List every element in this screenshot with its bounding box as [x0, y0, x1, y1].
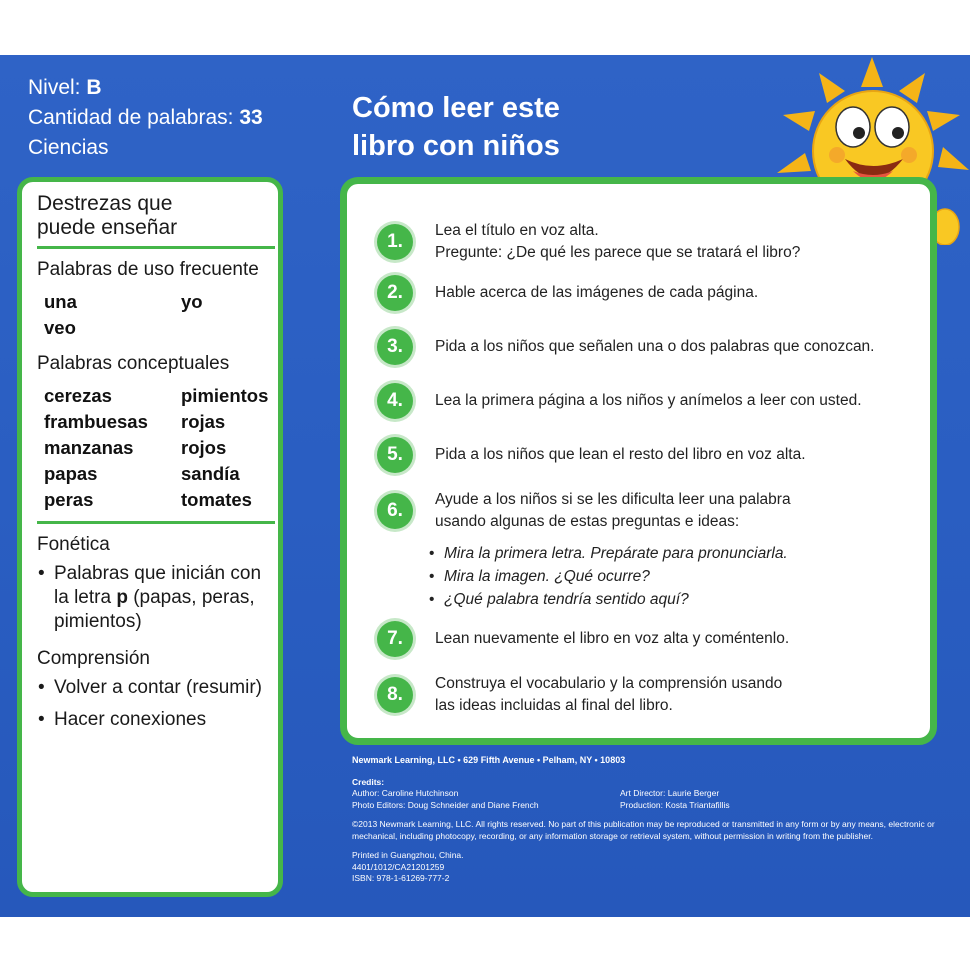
credits-heading: Credits: [352, 776, 385, 787]
idea-item: • Mira la primera letra. Prepárate para pronunciarla. [429, 542, 788, 565]
ideas-list [429, 542, 788, 611]
isbn: ISBN: 978-1-61269-777-2 [352, 873, 450, 883]
title-line-2: libro con niños [352, 130, 560, 162]
publisher-address: Newmark Learning, LLC • 629 Fifth Avenue • Pelham, NY • 10803 [352, 755, 626, 765]
word: cerezas [44, 385, 112, 406]
step-7 [377, 621, 789, 657]
divider [37, 246, 275, 249]
concept-words [44, 385, 268, 511]
skills-heading-line-1: Destrezas que [37, 192, 173, 215]
phonics-title: Fonética [37, 534, 110, 555]
step-6 [377, 489, 791, 533]
high-frequency-words [44, 291, 268, 339]
step-2 [377, 275, 758, 311]
step-text: usando algunas de estas preguntas e ideas: [435, 513, 740, 530]
photo-editors: Photo Editors: Doug Schneider and Diane French [352, 799, 539, 810]
word: tomates [181, 489, 252, 510]
skills-panel [17, 177, 283, 897]
step-number-badge: 3. [377, 329, 413, 365]
word: veo [44, 317, 76, 338]
word: una [44, 291, 77, 312]
concept-words-title: Palabras conceptuales [37, 353, 230, 374]
steps-panel [340, 177, 937, 745]
step-text: Pida a los niños que lean el resto del libro en voz alta. [435, 446, 806, 463]
idea-item: • Mira la imagen. ¿Qué ocurre? [429, 565, 788, 588]
word-count-value: 33 [239, 106, 263, 129]
comprehension-item: • Volver a contar (resumir) [37, 676, 268, 700]
phonics-list [37, 562, 268, 634]
phonics-line-2-start: la letra [54, 587, 117, 608]
phonics-line-3: pimientos) [54, 611, 142, 632]
page-title [352, 89, 652, 165]
phonics-item [37, 562, 268, 634]
phonics-line-1: Palabras que inicián con [54, 563, 262, 584]
word: frambuesas [44, 411, 148, 432]
high-frequency-title: Palabras de uso frecuente [37, 259, 259, 280]
credits [352, 755, 952, 885]
word: papas [44, 463, 98, 484]
back-cover [0, 55, 970, 917]
comprehension-list [37, 676, 268, 732]
step-text: Pregunte: ¿De qué les parece que se tratará el libro? [435, 244, 801, 261]
step-5 [377, 437, 806, 473]
production: Production: Kosta Triantafillis [620, 799, 730, 810]
step-text: Ayude a los niños si se les dificulta leer una palabra [435, 491, 791, 508]
credits-row [352, 800, 952, 812]
skills-heading [37, 192, 268, 240]
step-number-badge: 1. [377, 224, 413, 260]
word: manzanas [44, 437, 134, 458]
step-3 [377, 329, 875, 365]
phonics-letter: p [116, 587, 128, 608]
word: pimientos [181, 385, 269, 406]
title-line-1: Cómo leer este [352, 92, 560, 124]
step-text: Construya el vocabulario y la comprensión usando [435, 675, 783, 692]
phonics-line-2-end: (papas, peras, [127, 587, 255, 608]
step-text: Lea la primera página a los niños y anímelos a leer con usted. [435, 392, 862, 409]
subject: Ciencias [28, 136, 109, 159]
step-number-badge: 7. [377, 621, 413, 657]
step-text: las ideas incluidas al final del libro. [435, 697, 673, 714]
step-number-badge: 2. [377, 275, 413, 311]
idea-item: • ¿Qué palabra tendría sentido aquí? [429, 588, 788, 611]
skills-heading-line-2: puede enseñar [37, 216, 178, 239]
author: Author: Caroline Hutchinson [352, 788, 459, 798]
art-director: Art Director: Laurie Berger [620, 788, 720, 798]
word: rojas [181, 411, 226, 432]
credits-row [352, 788, 952, 800]
step-number-badge: 8. [377, 677, 413, 713]
level-label: Nivel: [28, 76, 81, 99]
step-8 [377, 673, 782, 717]
step-text: Lea el título en voz alta. [435, 222, 599, 239]
step-text: Hable acerca de las imágenes de cada página. [435, 284, 759, 301]
book-meta [28, 73, 263, 163]
divider [37, 521, 275, 524]
copyright: ©2013 Newmark Learning, LLC. All rights reserved. No part of this publication may be reproduced or transmitted in any form or by any means, electronic or mechanical, including photocopy, recording, or any information storage or retrieval system, without permission in writing from the publisher. [352, 819, 935, 841]
product-code: 4401/1012/CA21201259 [352, 861, 445, 872]
step-number-badge: 5. [377, 437, 413, 473]
word: yo [181, 291, 203, 312]
step-number-badge: 4. [377, 383, 413, 419]
word: rojos [181, 437, 227, 458]
step-1 [377, 220, 800, 264]
word-count-label: Cantidad de palabras: [28, 106, 234, 129]
step-text: Lean nuevamente el libro en voz alta y coméntenlo. [435, 630, 790, 647]
step-number-badge: 6. [377, 493, 413, 529]
comprehension-item: • Hacer conexiones [37, 708, 268, 732]
level-value: B [86, 76, 102, 99]
word: peras [44, 489, 94, 510]
comprehension-title: Comprensión [37, 648, 150, 669]
step-text: Pida a los niños que señalen una o dos palabras que conozcan. [435, 338, 875, 355]
word: sandía [181, 463, 240, 484]
step-4 [377, 383, 862, 419]
printed-in: Printed in Guangzhou, China. [352, 850, 464, 860]
